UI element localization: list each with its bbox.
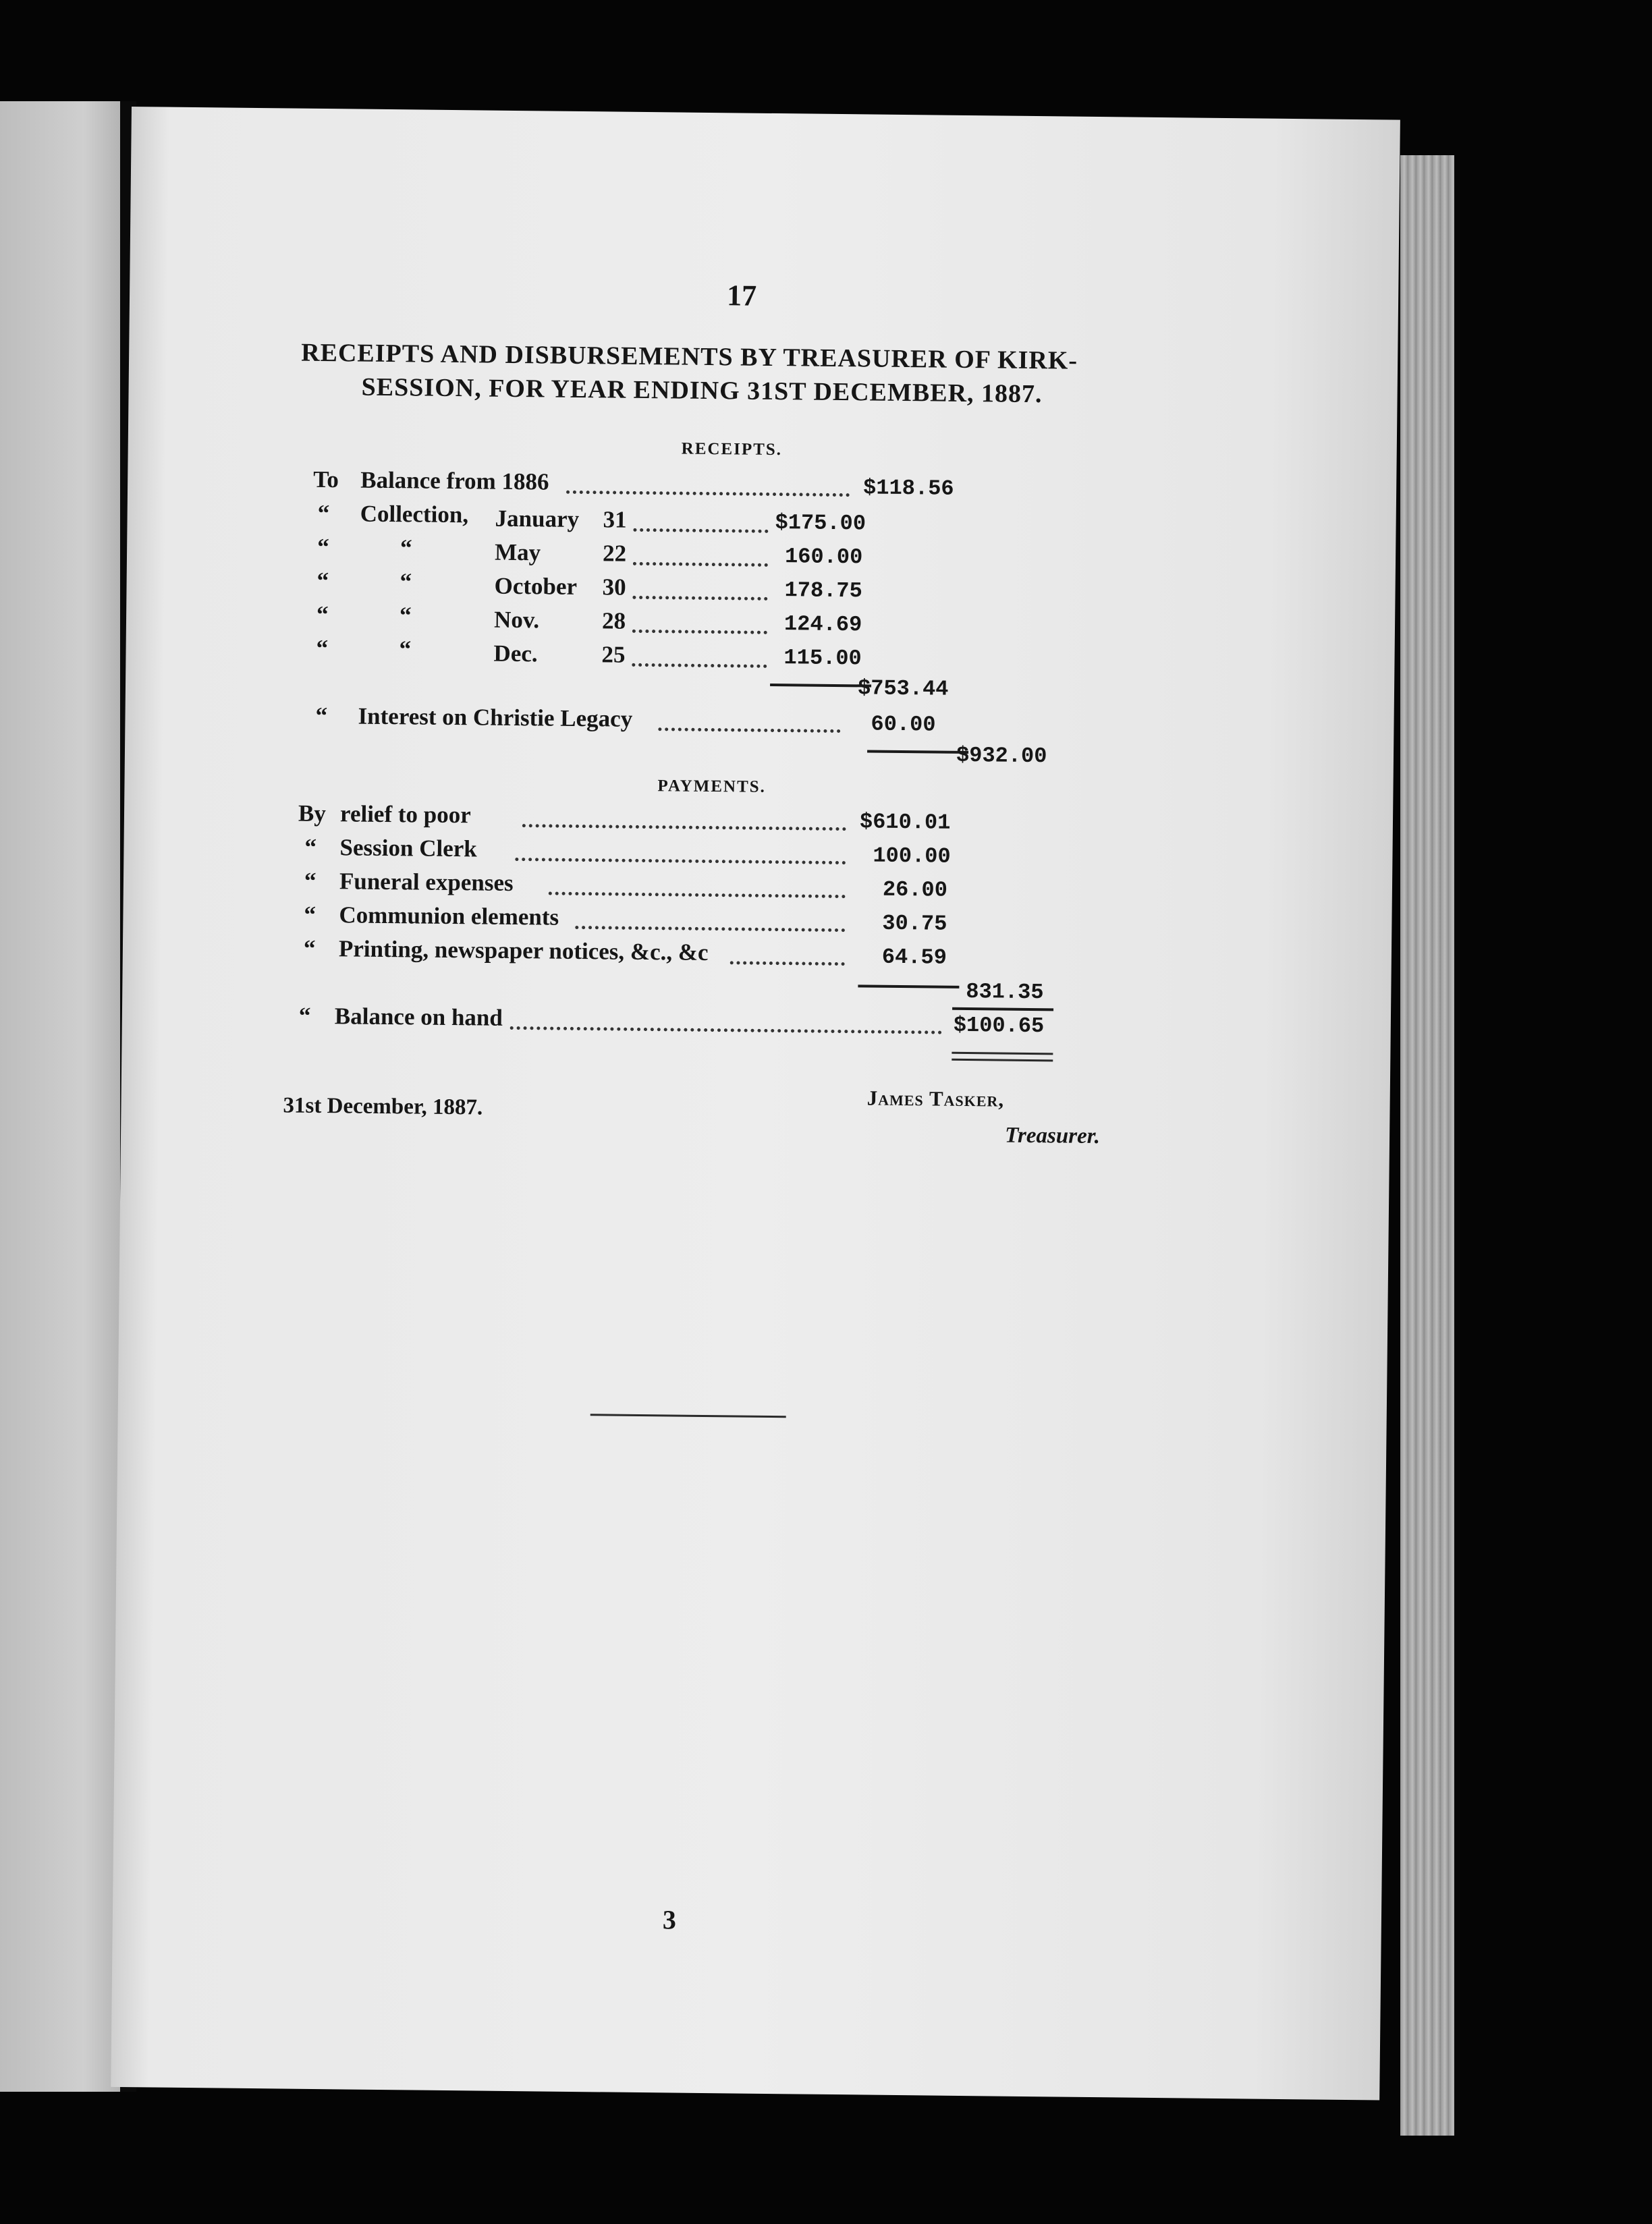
subtotal-rule bbox=[858, 984, 959, 989]
collection-month: May bbox=[494, 538, 541, 566]
collection-month: Nov. bbox=[493, 606, 540, 634]
payment-prefix: “ bbox=[304, 901, 316, 928]
payment-prefix: “ bbox=[303, 935, 316, 962]
leader-dots bbox=[515, 858, 846, 864]
footer-date: 31st December, 1887. bbox=[283, 1093, 483, 1120]
total-rule bbox=[952, 1007, 1053, 1011]
payment-label: Funeral expenses bbox=[339, 868, 514, 896]
signature-mark: 3 bbox=[662, 1904, 677, 1935]
receipts-header: RECEIPTS. bbox=[681, 439, 783, 460]
collection-amount: 115.00 bbox=[783, 645, 862, 671]
collection-month: January bbox=[495, 505, 580, 532]
facing-page bbox=[0, 101, 120, 2092]
collection-amount: 124.69 bbox=[783, 611, 862, 638]
page-number: 17 bbox=[726, 279, 757, 312]
payment-prefix: “ bbox=[304, 867, 316, 894]
collection-prefix: “ bbox=[316, 533, 329, 561]
interest-amount: 60.00 bbox=[871, 711, 936, 738]
collection-day: 28 bbox=[601, 607, 626, 634]
collections-total: $753.44 bbox=[857, 675, 949, 702]
leader-dots bbox=[658, 727, 840, 733]
collection-amount: 160.00 bbox=[784, 544, 863, 570]
collection-prefix: “ bbox=[317, 499, 330, 527]
leader-dots bbox=[632, 630, 767, 634]
payment-label: relief to poor bbox=[339, 800, 471, 829]
collection-day: 22 bbox=[602, 540, 627, 567]
leader-dots bbox=[566, 491, 850, 497]
collection-label: “ bbox=[399, 602, 412, 629]
collection-label: “ bbox=[400, 534, 412, 561]
payment-label: Printing, newspaper notices, &c., &c bbox=[338, 935, 709, 966]
closing-rule bbox=[590, 1414, 786, 1418]
subtotal-rule bbox=[770, 684, 871, 688]
collection-label: “ bbox=[400, 568, 412, 595]
receipts-grand-total: $932.00 bbox=[956, 742, 1047, 769]
balance-on-hand-amount: $100.65 bbox=[953, 1012, 1045, 1039]
leader-dots bbox=[730, 961, 845, 966]
leader-dots bbox=[632, 596, 767, 601]
payment-amount: 26.00 bbox=[882, 877, 948, 903]
leader-dots bbox=[632, 663, 767, 668]
payment-amount: 100.00 bbox=[873, 843, 951, 869]
collection-day: 30 bbox=[602, 574, 626, 601]
collection-prefix: “ bbox=[316, 567, 329, 594]
payments-header: PAYMENTS. bbox=[657, 777, 767, 796]
balance-on-hand-label: Balance on hand bbox=[334, 1003, 503, 1031]
collection-month: Dec. bbox=[493, 640, 538, 667]
page-edges bbox=[1400, 155, 1454, 2136]
leader-dots bbox=[575, 926, 845, 932]
collection-amount: $175.00 bbox=[775, 510, 866, 536]
document-page bbox=[111, 107, 1400, 2101]
heading-line-2: SESSION, FOR YEAR ENDING 31ST DECEMBER, 1887. bbox=[361, 372, 1043, 409]
interest-label: Interest on Christie Legacy bbox=[358, 702, 633, 732]
collection-prefix: “ bbox=[316, 634, 329, 662]
double-rule bbox=[952, 1059, 1053, 1062]
leader-dots bbox=[522, 824, 846, 831]
payment-amount: 30.75 bbox=[882, 910, 947, 937]
payment-amount: 64.59 bbox=[881, 944, 947, 970]
leader-dots bbox=[510, 1026, 942, 1034]
collection-label: Collection, bbox=[360, 500, 469, 528]
payments-total: 831.35 bbox=[966, 979, 1044, 1005]
balance-on-hand-prefix: “ bbox=[298, 1002, 311, 1029]
signatory-role: Treasurer. bbox=[1004, 1123, 1101, 1149]
signatory-name: James Tasker, bbox=[866, 1086, 1005, 1111]
collection-day: 31 bbox=[603, 506, 627, 533]
total-rule bbox=[867, 750, 968, 754]
collection-prefix: “ bbox=[316, 601, 329, 628]
collection-day: 25 bbox=[601, 641, 626, 668]
payment-amount: $610.01 bbox=[859, 809, 951, 835]
payment-prefix: “ bbox=[304, 833, 317, 860]
leader-dots bbox=[549, 892, 846, 899]
heading-line-1: RECEIPTS AND DISBURSEMENTS BY TREASURER OF KIRK- bbox=[300, 338, 1078, 375]
payment-prefix: By bbox=[298, 800, 327, 827]
interest-prefix: “ bbox=[315, 702, 328, 729]
balance-total: $118.56 bbox=[862, 475, 954, 501]
leader-dots bbox=[633, 528, 768, 533]
balance-prefix: To bbox=[313, 466, 339, 493]
collection-amount: 178.75 bbox=[784, 578, 862, 604]
balance-label: Balance from 1886 bbox=[360, 466, 549, 495]
double-rule bbox=[952, 1052, 1053, 1055]
collection-month: October bbox=[494, 572, 578, 600]
leader-dots bbox=[633, 562, 768, 567]
collection-label: “ bbox=[399, 636, 412, 663]
payment-label: Communion elements bbox=[339, 901, 559, 930]
payment-label: Session Clerk bbox=[339, 834, 477, 862]
